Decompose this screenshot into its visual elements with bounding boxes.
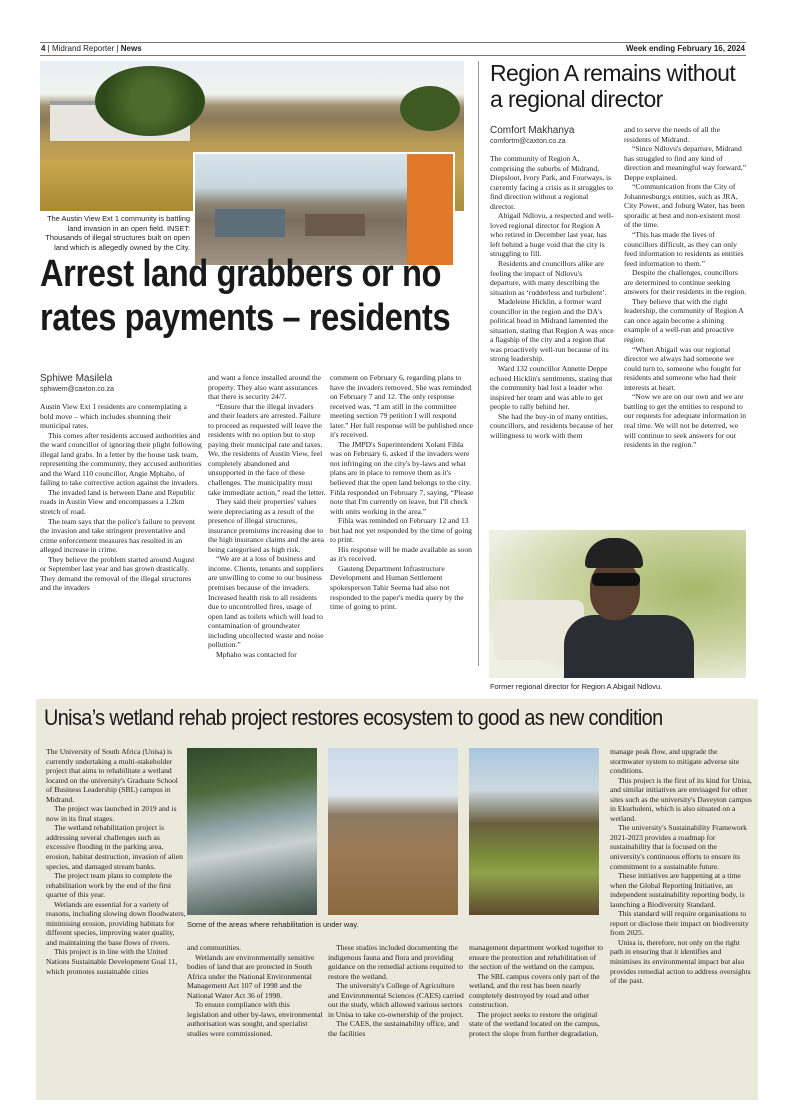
page-number: 4 — [41, 44, 46, 53]
paragraph: The JMPD's Superintendent Xolani Fihla was on February 6, asked if the invaders were not infringing on the city's by-laws and what plans are in place to remove them as it's believed that the open land belongs to the city. Fihla responded on February 7, saying, “Please note that I'm currently on leave, but I'll check with units working in the area.” — [330, 439, 474, 516]
issue-date: Week ending February 16, 2024 — [625, 44, 745, 53]
story3-column-4 — [469, 943, 605, 1038]
wetland-photo-2 — [328, 748, 458, 915]
paragraph: She had the buy-in of many entities, councillors, and residents because of her willingness to work with them — [490, 411, 614, 440]
land-invasion-caption: The Austin View Ext 1 community is battling land invasion in an open field. INSET: Thousands of illegal structures built on open land which is allegedly owned by the City. — [45, 214, 190, 252]
tree-shape — [95, 66, 205, 136]
paragraph: His response will be made available as soon as it's received. — [330, 544, 472, 564]
paragraph: The University of South Africa (Unisa) is currently undertaking a multi-stakeholder project that aims to rehabilitate a wetland located on the university's Graduate School of Business Leadership (SBL) campus in Midrand. — [46, 747, 178, 804]
author-name: Comfort Makhanya — [490, 125, 575, 136]
shack-shape — [305, 214, 365, 236]
sunglasses-shape — [592, 573, 640, 586]
story1-headline: Arrest land grabbers or no rates payments – residents — [40, 253, 451, 339]
paragraph: The wetland rehabilitation project is addressing several challenges such as excessive flooding in the parking area, erosion, habitat destruction, invasion of alien species, and damaged stream banks. — [46, 823, 183, 871]
paragraph: comment on February 6, regarding plans to have the invaders removed. She was reminded on February 7 and 12. The only response received was, “I am still in the committee meeting section 79 petition I will respond later.” Her full response will be published once it's received. — [330, 373, 473, 440]
paragraph: Madeleine Hicklin, a former ward councillor in the region and the DA's political head in Midrand lamented the situation, stating that Region A was once a flagship of the city and a region that was proactively well-run because of its strong leadership. — [490, 297, 614, 364]
cap-shape — [585, 538, 643, 568]
paragraph: The team says that the police's failure to prevent the invasion and take stringent preventative and crime enforcement measures has resulted in an alleged increase in crime. — [40, 516, 195, 555]
paragraph: The project was launched in 2019 and is now in its final stages. — [46, 804, 177, 823]
story1-column-2 — [208, 373, 326, 659]
paragraph: This standard will require organisations to report or disclose their impact on biodiversity from 2025. — [610, 909, 749, 938]
paragraph: “When Abigail was our regional director we always had someone we could turn to, someone who fought for residents and someone who had their interests at heart. — [624, 344, 742, 392]
author-name: Sphiwe Masilela — [40, 373, 113, 384]
story3-column-3 — [328, 943, 464, 1038]
paragraph: The SBL campus covers only part of the wetland, and the rest has been nearly completely destroyed by road and other construction. — [469, 971, 600, 1010]
paragraph: They said their properties' values were depreciating as a result of the presence of illegal structures, insurance premiums increasing due to the high insurance claims and the area being categorised as high risk. — [208, 497, 324, 554]
paragraph: Mphaho was contacted for — [216, 649, 297, 659]
paragraph: Gauteng Department Infrastructure Development and Human Settlement spokesperson Tahir Seema had also not responded to the paper's media query by the time of going to print. — [330, 563, 464, 612]
paragraph: “This has made the lives of councillors difficult, as they can only feed information to residents as entities feed information to them.” — [624, 230, 744, 268]
publication-name: Midrand Reporter — [51, 44, 115, 53]
paragraph: Fihla was reminded on February 12 and 13 but had not yet responded by the time of going to print. — [330, 516, 472, 545]
story3-column-1 — [46, 747, 186, 976]
inset-photo-illegal-structures — [193, 152, 455, 267]
paragraph: Unisa is, therefore, not only on the right path in ensuring that it identifies and minimises its environmental impact but also provides remedial action to address oversights of the past. — [610, 937, 751, 986]
grass-shape — [40, 161, 200, 211]
story2-column-1 — [490, 125, 614, 440]
paragraph: and communities. — [187, 943, 241, 952]
story2-column-2 — [624, 125, 748, 450]
paragraph: They believe the problem started around August or September last year and has grown drastically. They demand the removal of the illegal structures and the invaders — [40, 554, 195, 593]
paragraph: “Now we are on our own and we are battling to get the entities to respond to our requests for adequate information in real time. We will not be deterred, we will continue to seek answers for our residents in the region.” — [624, 392, 747, 450]
paragraph: They believe that with the right leadership, the community of Region A can once again become a shining example of a well-run and proactive region. — [624, 296, 744, 345]
paragraph: “We are at a loss of business and income. Clients, tenants and suppliers are unwilling to come to our business premises because of the invaders. Increased health risk to all residents due to uncontrolled fires, usage of open land as toilets which will lead to contamination of groundwater including uncollected waste and noise pollution.” — [208, 554, 324, 650]
paragraph: The project team plans to complete the rehabilitation work by the end of the first quarter of this year. — [46, 871, 173, 900]
paragraph: Wetlands are environmentally sensitive bodies of land that are protected in South Africa under the National Environmental Management Act 107 of 1998 and the National Water Act 36 of 1998. — [187, 952, 315, 1000]
paragraph: The university's College of Agriculture and Environmental Sciences (CAES) carried out the study, which allowed various sectors in Unisa to take co-ownership of the project. — [328, 981, 464, 1019]
paragraph: “Communication from the City of Johannesburg;s entities, such as JRA, City Power, and Joburg Water, has been sporadic at best and non-existent most of the time. — [624, 182, 745, 230]
paragraph: manage peak flow, and upgrade the stormwater system to mitigate adverse site conditions. — [610, 747, 740, 776]
person-shape — [407, 154, 455, 267]
wetland-photo-caption: Some of the areas where rehabilitation is under way. — [187, 920, 359, 929]
paragraph: The CAES, the sustainability office, and the facilities — [328, 1019, 459, 1038]
paragraph: Despite the challenges, councillors are determined to continue seeking answers for their residents in the region. — [624, 268, 747, 297]
wetland-photo-3 — [469, 748, 599, 915]
wetland-photo-1 — [187, 748, 317, 915]
story3-column-5 — [610, 747, 752, 986]
paragraph: Austin View Ext 1 residents are contemplating a bold move – which includes shunning their municipal rates. — [40, 402, 187, 431]
story2-headline: Region A remains without a regional director — [490, 60, 736, 112]
ndlovu-photo-caption: Former regional director for Region A Abigail Ndlovu. — [490, 682, 663, 691]
author-email[interactable]: comfortm@caxton.co.za — [490, 138, 566, 145]
paragraph: The university's Sustainability Framework 2021-2023 provides a roadmap for sustainability that is focused on the university's continuous efforts to ensure its commitment to a sustainable future. — [610, 823, 747, 871]
tree-shape — [400, 86, 460, 131]
person-body — [564, 615, 694, 678]
abigail-ndlovu-photo — [489, 530, 746, 678]
person-face — [590, 560, 640, 620]
column-divider — [478, 61, 479, 666]
section-name: News — [120, 44, 142, 53]
story1-column-1 — [40, 373, 202, 593]
story3-column-2 — [187, 943, 323, 1038]
story1-column-3 — [330, 373, 474, 612]
paragraph: The invaded land is between Dane and Republic roads in Austin View and encompasses a 1.2km stretch of road. — [40, 487, 195, 517]
paragraph: and want a fence installed around the property. They also want assurances that there is security 24/7. — [208, 373, 322, 402]
paragraph: This comes after residents accused authorities and the ward councillor of ignoring their plight following illegal land grabs. In a letter by the house task team, representing the community, they accused authorities and the Ward 110 councillor, Angie Mphaho, of failing to take corrective action against the invaders. — [40, 430, 202, 488]
page-header — [40, 42, 746, 56]
paragraph: “Ensure that the illegal invaders and their leaders are arrested. Failure to proceed as requested will leave the residents with no option but to stop paying their municipal rate and taxes. We, the residents of Austin View, feel completely abandoned and unsupported in the face of these challenges. The municipality must take immediate action,” read the letter. — [208, 401, 326, 497]
shack-shape — [215, 209, 285, 237]
paragraph: This project is in line with the United Nations Sustainable Development Goal 11, which promotes sustainable cities — [46, 947, 178, 976]
paragraph: and to serve the needs of all the residents of Midrand. — [624, 125, 720, 144]
paragraph: These initiatives are happening at a time when the Global Reporting Initiative, an independent sustainability reporting body, is launching a Biodiversity Standard. — [610, 871, 745, 909]
paragraph: Wetlands are essential for a variety of reasons, including slowing down floodwaters, minimising erosion, providing habitats for different species, improving water quality, and maintaining the base flows of rivers. — [46, 899, 186, 947]
author-email[interactable]: sphiwem@caxton.co.za — [40, 386, 115, 393]
paragraph: To ensure compliance with this legislation and other by-laws, environmental authorisation was sought, and specialist studies were commissioned. — [187, 1000, 323, 1038]
paragraph: The project seeks to restore the original state of the wetland located on the campus, protect the slope from further degradation, — [469, 1009, 600, 1038]
paragraph: This project is the first of its kind for Unisa, and similar initiatives are envisaged for other sites such as the university's Daveyton campus in Ekurhuleni, which is also situated on a wetland. — [610, 775, 752, 823]
story3-headline: Unisa’s wetland rehab project restores ecosystem to good as new condition — [44, 705, 663, 730]
paragraph: management department worked together to ensure the protection and rehabilitation of the section of the wetland on the campus. — [469, 943, 604, 972]
paragraph: Ward 132 councillor Annette Deppe echoed Hicklin's sentiments, stating that the community had lost a leader who inspired her team and was able to get people to rally behind her. — [490, 364, 613, 412]
paragraph: The community of Region A, comprising the suburbs of Midrand, Diepsloot, Ivory Park, and Fourways, is currently facing a crisis as it struggles to find direction without a regional director. — [490, 154, 613, 211]
paragraph: Residents and councillors alike are feeling the impact of Ndlovu's departure, with many describing the situation as ‘rudderless and turbulent’. — [490, 259, 607, 297]
header-left: 4 | Midrand Reporter | News — [41, 44, 142, 53]
paragraph: These studies included documenting the indigenous fauna and flora and providing guidance on the remedial actions required to restore the wetland. — [328, 943, 463, 981]
paragraph: “Since Ndlovu's departure, Midrand has struggled to find any kind of direction and meaningful way forward,” Deppe explained. — [624, 144, 747, 182]
paragraph: Abigail Ndlovu, a respected and well-loved regional director for Region A who retired in December last year, has left behind a huge void that the city is struggling to fill. — [490, 211, 614, 259]
